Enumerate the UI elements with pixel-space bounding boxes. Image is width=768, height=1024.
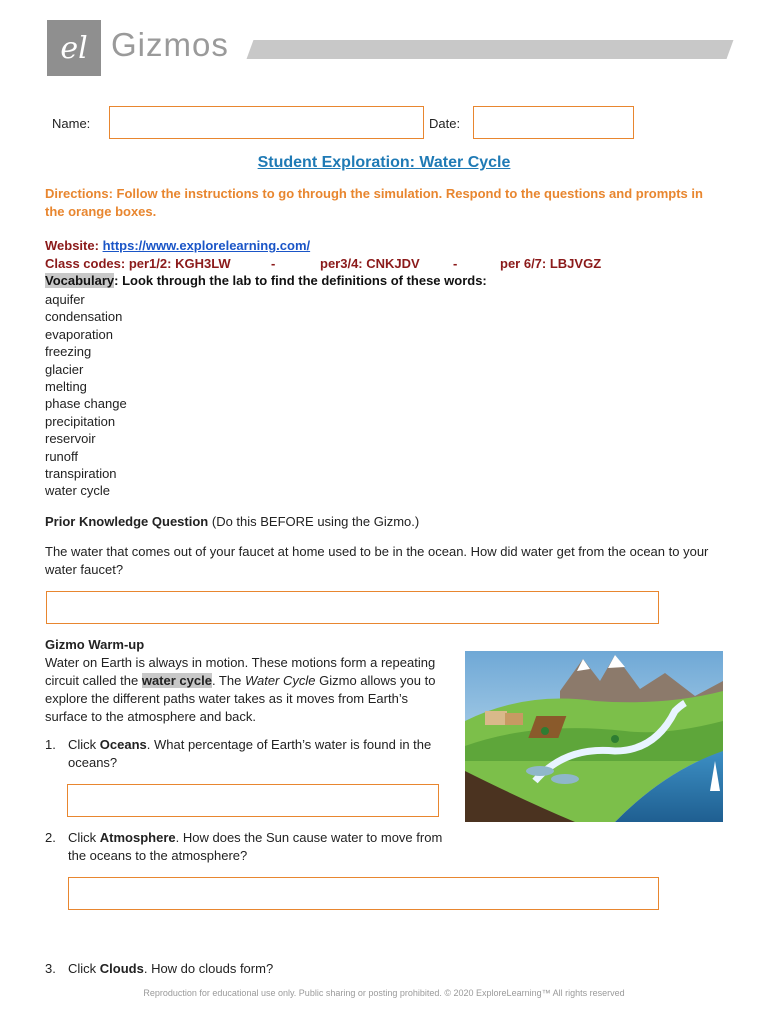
gizmos-logo-icon [47, 20, 101, 76]
vocab-word: precipitation [45, 413, 116, 429]
class-codes-line [45, 256, 231, 271]
class-code-p3: per 6/7: LBJVGZ [500, 256, 602, 271]
vocab-word: melting [45, 378, 87, 394]
question-target: Oceans [99, 737, 147, 752]
header-bar [247, 40, 734, 59]
class-code-sep-2: - [453, 256, 458, 271]
question-3-text [68, 960, 668, 978]
question-number: 1. [45, 737, 56, 752]
question-rest: . What percentage of Earth’s water is found in the oceans? [68, 737, 432, 770]
question-1-text [68, 736, 448, 772]
tank-shape [526, 766, 554, 776]
warmup-text-c: Gizmo allows you to explore the different paths water takes as it moves from Earth’s surface to the atmosphere and back. [45, 673, 436, 724]
house-shape [485, 711, 507, 725]
prior-knowledge-note: (Do this BEFORE using the Gizmo.) [208, 514, 420, 529]
date-label: Date: [429, 116, 461, 131]
website-label: Website: [45, 238, 99, 253]
website-line [45, 238, 310, 253]
vocab-word: water cycle [45, 483, 111, 499]
prior-knowledge-answer-box[interactable] [46, 591, 659, 624]
name-label: Name: [52, 116, 91, 131]
page-title: Student Exploration: Water Cycle [257, 154, 511, 171]
vocab-word: freezing [45, 344, 92, 360]
question-verb: Click [68, 961, 100, 976]
prior-knowledge-heading [45, 513, 419, 531]
question-target: Atmosphere [99, 830, 176, 845]
question-target: Clouds [99, 961, 144, 976]
question-verb: Click [68, 830, 100, 845]
tree-shape [611, 735, 619, 743]
tree-shape [541, 727, 549, 735]
warmup-gizmo-name: Water Cycle [244, 673, 316, 688]
vocab-word: evaporation [45, 326, 113, 342]
warmup-text-b: . The [211, 673, 245, 688]
class-code-p1: per1/2: KGH3LW [128, 256, 231, 271]
class-code-p2: per3/4: CNKJDV [320, 256, 420, 271]
vocab-word: glacier [45, 361, 84, 377]
warmup-term: water cycle [141, 673, 212, 688]
warmup-text-a: Water on Earth is always in motion. These motions form a repeating circuit called the [45, 655, 436, 688]
name-field[interactable] [109, 106, 424, 139]
logo-glyph: el [60, 30, 88, 66]
water-cycle-illustration [465, 651, 723, 822]
question-1-answer-box[interactable] [67, 784, 439, 817]
vocab-word: runoff [45, 448, 79, 464]
footer-text: Reproduction for educational use only. Public sharing or posting prohibited. © 2020 ExploreLearning™ All rights reserved [143, 988, 625, 998]
prior-knowledge-question: The water that comes out of your faucet at home used to be in the ocean. How did water get from the ocean to your water faucet? [45, 544, 709, 577]
class-code-sep-1: - [271, 256, 276, 271]
vocab-word: aquifer [45, 292, 85, 307]
warmup-text [45, 654, 445, 726]
house-shape [505, 713, 523, 725]
vocabulary-list [45, 291, 127, 500]
question-number: 3. [45, 961, 56, 976]
vocabulary-instruction: : Look through the lab to find the definitions of these words: [114, 273, 487, 288]
vocab-word: reservoir [45, 431, 96, 447]
question-rest: . How does the Sun cause water to move from the oceans to the atmosphere? [68, 830, 443, 863]
question-rest: . How do clouds form? [143, 961, 274, 976]
vocabulary-heading [45, 273, 487, 288]
question-verb: Click [68, 737, 100, 752]
website-link[interactable]: https://www.explorelearning.com/ [102, 238, 311, 253]
brand-name: Gizmos [111, 26, 229, 63]
water-cycle-svg [465, 651, 723, 822]
directions-text: Directions: Follow the instructions to go through the simulation. Respond to the questions and prompts in the orange boxes. [45, 186, 703, 219]
vocab-word: phase change [45, 396, 127, 412]
date-field[interactable] [473, 106, 634, 139]
class-codes-label: Class codes: [45, 256, 126, 271]
vocab-word: transpiration [45, 465, 117, 481]
prior-knowledge-title: Prior Knowledge Question [45, 514, 209, 529]
vocab-word: condensation [45, 309, 123, 325]
question-2-text [68, 829, 448, 865]
question-2-answer-box[interactable] [68, 877, 659, 910]
tank-shape [551, 774, 579, 784]
vocabulary-label: Vocabulary [45, 273, 115, 288]
warmup-heading: Gizmo Warm-up [45, 637, 145, 652]
question-number: 2. [45, 830, 56, 845]
